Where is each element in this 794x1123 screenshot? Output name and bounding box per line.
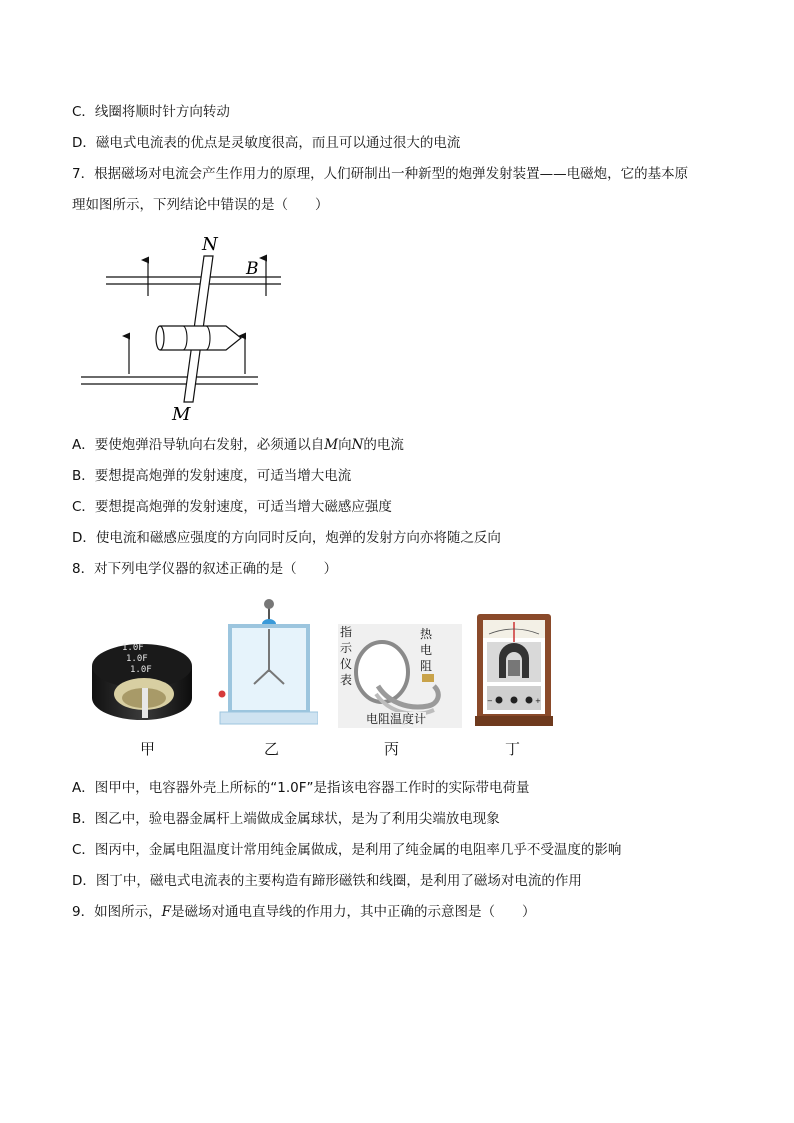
electroscope-image (216, 596, 318, 730)
railgun-diagram (76, 230, 286, 425)
capacitor-mark: 1.0F (126, 654, 148, 664)
q8-stem: 8．对下列电学仪器的叙述正确的是（ ） (72, 561, 338, 577)
label-b: B (246, 259, 259, 279)
q6-option-d: D．磁电式电流表的优点是灵敏度很高，而且可以通过很大的电流 (72, 135, 461, 151)
q8-option-c: C．图丙中，金属电阻温度计常用纯金属做成，是利用了纯金属的电阻率几乎不受温度的影响 (72, 842, 622, 858)
q6-option-c: C．线圈将顺时针方向转动 (72, 104, 230, 120)
q9-stem: 9．如图所示，F是磁场对通电直导线的作用力，其中正确的示意图是（ ） (72, 904, 536, 920)
caption-ding: 丁 (505, 740, 521, 758)
label-resistance-thermometer: 电阻温度计 (366, 712, 427, 726)
capacitor-mark: 1.0F (130, 665, 152, 675)
q7-stem-line2: 理如图所示，下列结论中错误的是（ ） (72, 197, 329, 213)
q7-stem-line1: 7．根据磁场对电流会产生作用力的原理，人们研制出一种新型的炮弹发射装置——电磁炮，它的基本原 (72, 166, 689, 182)
capacitor-image (86, 628, 198, 728)
capacitor-mark: 1.0F (122, 643, 144, 653)
q8-option-a: A．图甲中，电容器外壳上所标的“1.0F”是指该电容器工作时的实际带电荷量 (72, 780, 530, 796)
label-indicator: 指示仪表 (340, 625, 353, 687)
galvanometer-image (475, 612, 553, 728)
q7-option-a: A．要使炮弹沿导轨向右发射，必须通以自M向N的电流 (72, 437, 404, 453)
terminal-minus: − (487, 697, 493, 705)
q7-option-b: B．要想提高炮弹的发射速度，可适当增大电流 (72, 468, 352, 484)
caption-jia: 甲 (140, 740, 156, 758)
caption-bing: 丙 (384, 740, 400, 758)
q8-option-d: D．图丁中，磁电式电流表的主要构造有蹄形磁铁和线圈，是利用了磁场对电流的作用 (72, 873, 582, 889)
terminal-plus: + (535, 697, 541, 705)
projectile (156, 326, 241, 350)
q7-option-d: D．使电流和磁感应强度的方向同时反向，炮弹的发射方向亦将随之反向 (72, 530, 501, 546)
q8-option-b: B．图乙中，验电器金属杆上端做成金属球状，是为了利用尖端放电现象 (72, 811, 500, 827)
label-m: M (172, 404, 191, 425)
caption-yi: 乙 (264, 740, 280, 758)
label-thermistor: 热电阻 (420, 627, 433, 673)
label-n: N (202, 234, 218, 255)
metal-ball (264, 599, 274, 609)
thermometer-image (338, 624, 462, 728)
q7-option-c: C．要想提高炮弹的发射速度，可适当增大磁感应强度 (72, 499, 392, 515)
